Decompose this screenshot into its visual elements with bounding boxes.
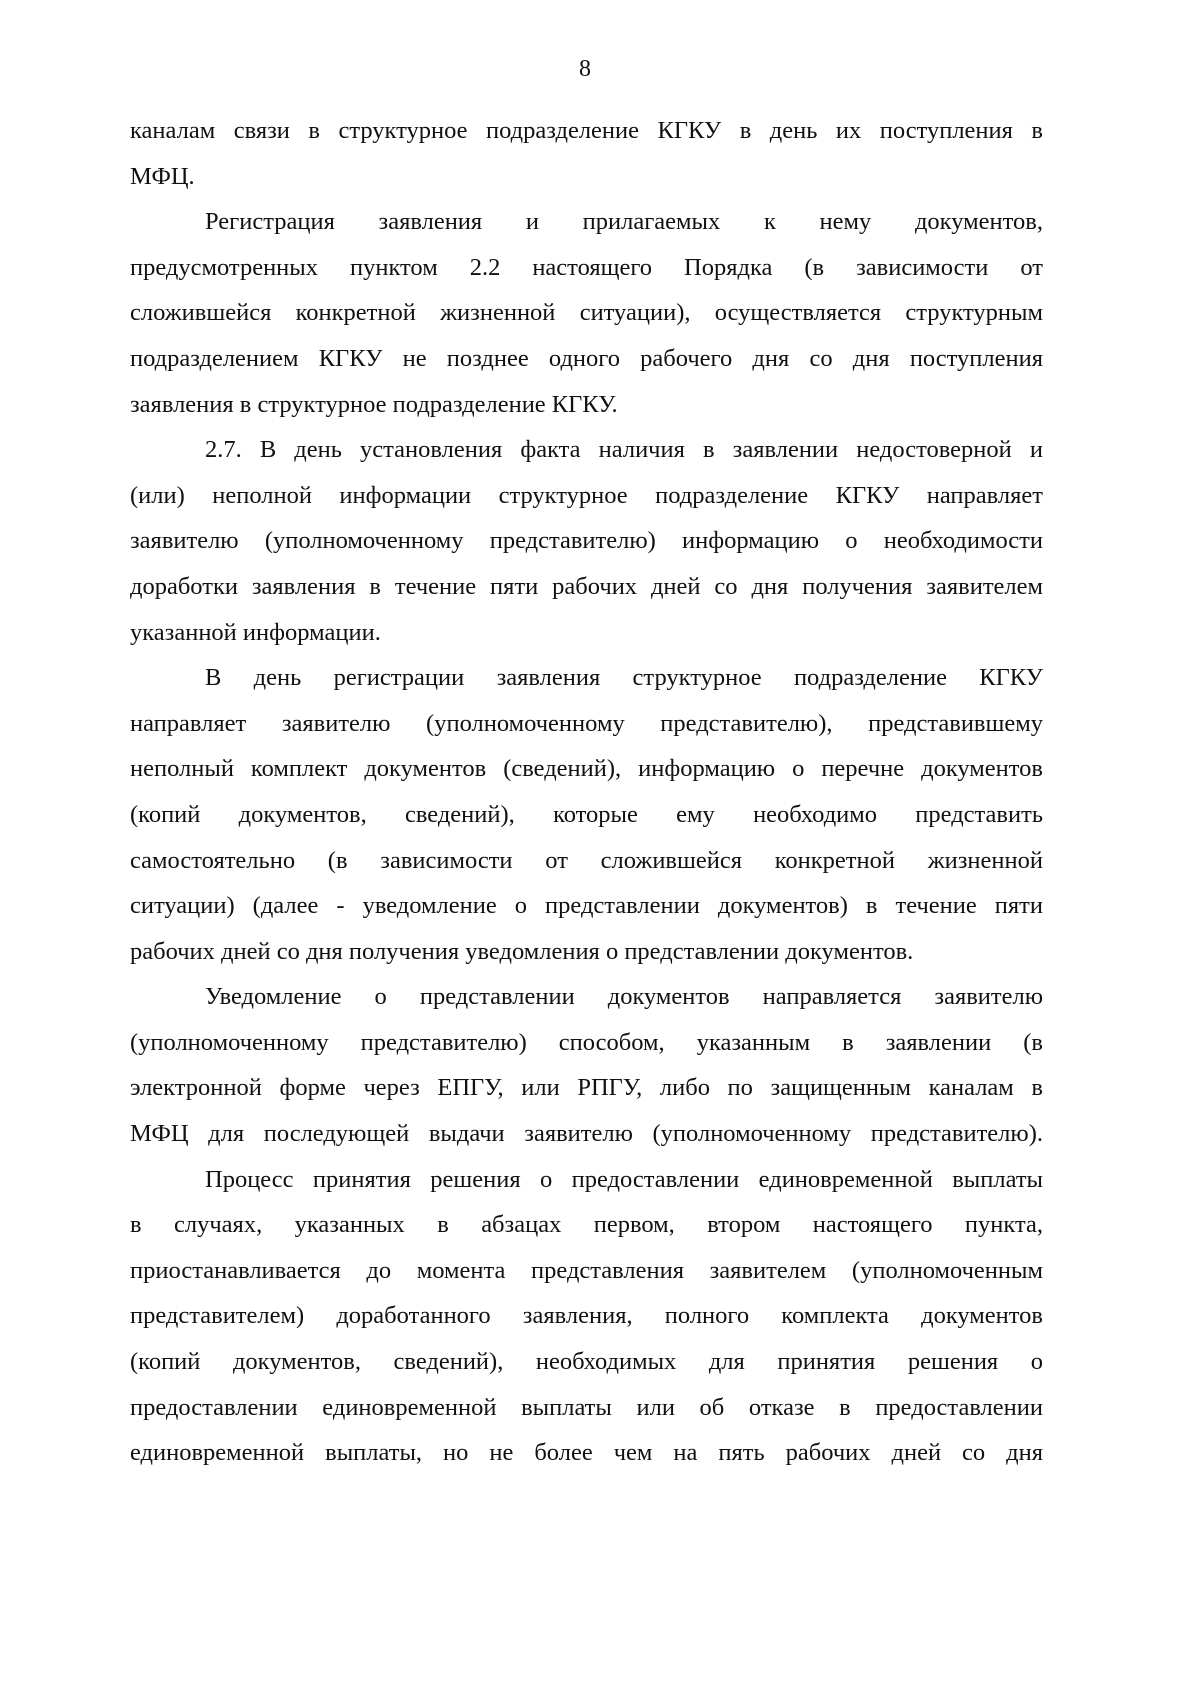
text-line: Уведомление о представлении документов направляется заявителю [205,983,1043,1011]
text-line: заявителю (уполномоченному представителю) информацию о необходимости [130,527,1043,555]
text-line: сложившейся конкретной жизненной ситуации), осуществляется структурным [130,299,1043,327]
text-line: (уполномоченному представителю) способом, указанным в заявлении (в [130,1028,1043,1056]
page-number: 8 [579,56,591,82]
text-line: В день регистрации заявления структурное подразделение КГКУ [205,664,1043,692]
document-body [130,108,1043,1476]
text-line: неполный комплект документов (сведений), информацию о перечне документов [130,755,1043,783]
text-line: предоставлении единовременной выплаты или об отказе в предоставлении [130,1393,1043,1421]
text-line: самостоятельно (в зависимости от сложившейся конкретной жизненной [130,846,1043,874]
text-line: МФЦ для последующей выдачи заявителю (уполномоченному представителю). [130,1120,1043,1148]
text-line: в случаях, указанных в абзацах первом, втором настоящего пункта, [130,1211,1043,1239]
text-line: ситуации) (далее - уведомление о представлении документов) в течение пяти [130,892,1043,920]
text-line: 2.7. В день установления факта наличия в заявлении недостоверной и [205,436,1043,464]
text-line: предусмотренных пунктом 2.2 настоящего Порядка (в зависимости от [130,253,1043,281]
text-line: Регистрация заявления и прилагаемых к нему документов, [205,208,1043,236]
text-line: МФЦ. [130,162,195,190]
text-line: направляет заявителю (уполномоченному представителю), представившему [130,709,1043,737]
text-line: приостанавливается до момента представления заявителем (уполномоченным [130,1256,1043,1284]
text-line: доработки заявления в течение пяти рабочих дней со дня получения заявителем [130,572,1043,600]
text-line: (копий документов, сведений), которые ему необходимо представить [130,800,1043,828]
text-line: рабочих дней со дня получения уведомления о представлении документов. [130,937,914,965]
text-line: каналам связи в структурное подразделение КГКУ в день их поступления в [130,117,1043,144]
text-line: Процесс принятия решения о предоставлении единовременной выплаты [205,1165,1043,1193]
text-line: (копий документов, сведений), необходимых для принятия решения о [130,1348,1043,1376]
text-line: заявления в структурное подразделение КГКУ. [130,390,618,418]
text-line: подразделением КГКУ не позднее одного рабочего дня со дня поступления [130,344,1043,372]
text-line: (или) неполной информации структурное подразделение КГКУ направляет [130,481,1043,509]
text-line: указанной информации. [130,618,381,646]
text-line: представителем) доработанного заявления, полного комплекта документов [130,1302,1043,1330]
text-line: единовременной выплаты, но не более чем на пять рабочих дней со дня [130,1439,1043,1467]
text-line: электронной форме через ЕПГУ, или РПГУ, либо по защищенным каналам в [130,1074,1043,1102]
